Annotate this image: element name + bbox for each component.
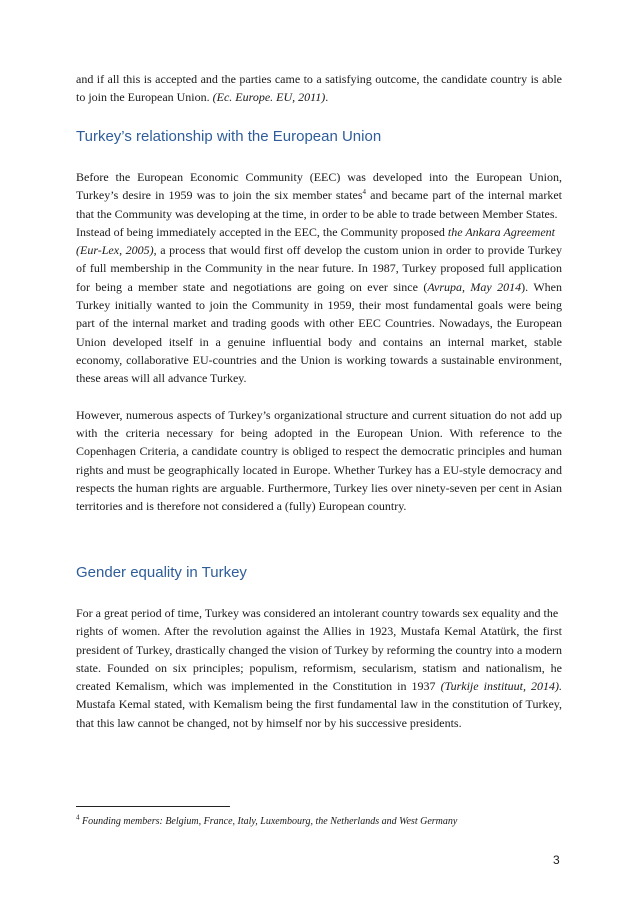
citation: (Eur-Lex, 2005): [76, 243, 154, 258]
footnote-divider: [76, 806, 230, 807]
paragraph: [76, 168, 562, 223]
section-heading-eu-relationship: Turkey’s relationship with the European Union: [76, 128, 382, 145]
text-run: Mustafa Kemal stated, with Kemalism being the first fundamental law in the constitution of Turkey, that this law cannot be changed, not by himself nor by his successive presidents.: [76, 697, 562, 730]
intro-citation: (Ec. Europe. EU, 2011): [212, 90, 326, 105]
ankara-agreement: the Ankara Agreement: [447, 224, 555, 239]
intro-paragraph: [76, 70, 562, 107]
text-run: , a process that would first off develop the custom union in order to provide Turkey of full membership in the Community in the near future. In 1987, Turkey proposed full application for being a member state and negotiations are going on ever since (: [76, 243, 562, 294]
citation: Avrupa, May 2014: [427, 279, 522, 294]
section-heading-gender-equality: Gender equality in Turkey: [76, 564, 247, 581]
text-run: ). When Turkey initially wanted to join the Community in 1959, their most fundamental goals were being part of the internal market and trading goods with other EEC Countries. Nowadays, the European Union developed itself in a genuine influential body and contains an internal market, stable economy, collaborative EU-countries and the Union is working towards a sustainable environment, these areas will all advance Turkey.: [76, 279, 562, 386]
intro-text: and if all this is accepted and the parties came to a satisfying outcome, the candidate country is able to join the European Union.: [76, 72, 562, 105]
intro-end: .: [325, 90, 329, 105]
paragraph: [76, 223, 562, 388]
footnote: [76, 815, 556, 828]
text-run: For a great period of time, Turkey was considered an intolerant country towards sex equality and the: [76, 606, 559, 620]
footnote-marker: 4: [76, 813, 80, 822]
footnote-ref[interactable]: 4: [362, 188, 367, 197]
text-run: Instead of being immediately accepted in the EEC, the Community proposed: [76, 224, 448, 239]
footnote-text: Founding members: Belgium, France, Italy, Luxembourg, the Netherlands and West Germany: [79, 816, 458, 827]
paragraph: However, numerous aspects of Turkey’s organizational structure and current situation do not add up with the criteria necessary for being adopted in the European Union. With reference to the Copenhagen Criteria, a candidate country is obliged to respect the democratic principles and human rights and must be geographically located in Europe. Whether Turkey has a EU-style democracy and respects the human rights are arguable. Furthermore, Turkey lies over ninety-seven per cent in Asian territories and is therefore not considered a (fully) European country.: [76, 407, 562, 514]
page-number: 3: [553, 853, 560, 867]
paragraph: [76, 604, 562, 732]
citation: (Turkije instituut, 2014).: [440, 679, 562, 694]
section-gender-body: [76, 604, 562, 732]
text-run: and became part of the internal market that the Community was developing at the time, in order to be able to trade between Member States.: [76, 188, 562, 221]
text-run: rights of women. After the revolution against the Allies in 1923, Mustafa Kemal Atatürk, the first president of Turkey, drastically changed the vision of Turkey by reforming the country into a modern state. Founded on six principles; populism, reformism, secularism, statism and nationalism, he created Kemalism, which was implemented in the Constitution in 1937: [76, 624, 562, 694]
section-eu-body: [76, 168, 562, 516]
text-run: Before the European Economic Community (EEC) was developed into the European Union, Turkey’s desire in 1959 was to join the six member states: [76, 170, 562, 203]
